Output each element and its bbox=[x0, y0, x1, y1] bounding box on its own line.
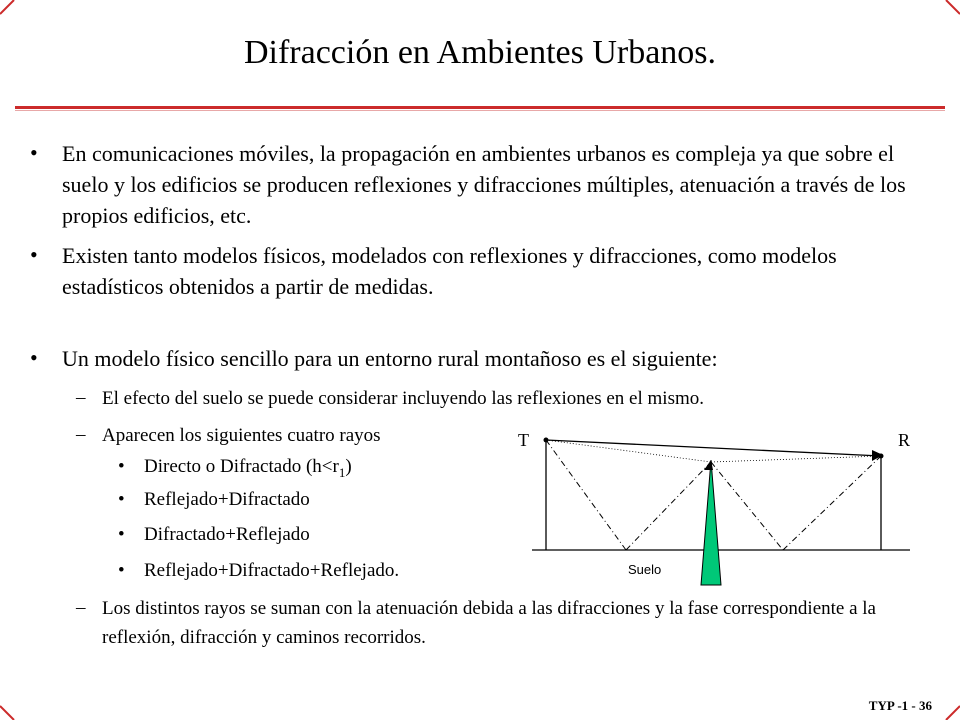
ray-item-direct-text: Directo o Difractado (h<r bbox=[144, 456, 339, 477]
ray-bullet: • bbox=[118, 489, 125, 510]
bullet-text-models: Existen tanto modelos físicos, modelados con reflexiones y difracciones, como modelos estadísticos obtenidos a partir de medidas. bbox=[62, 243, 837, 299]
arrowhead-peak bbox=[704, 460, 713, 470]
subitem-rays-intro: Aparecen los siguientes cuatro rayos bbox=[102, 425, 381, 446]
diffracting-obstacle bbox=[701, 460, 721, 585]
ray-item-reflected-diffracted-reflected: Reflejado+Difractado+Reflejado. bbox=[144, 560, 400, 581]
bullet-text-physical-model: Un modelo físico sencillo para un entorno rural montañoso es el siguiente: bbox=[62, 346, 718, 371]
transmitter-antenna-icon bbox=[544, 438, 549, 443]
ray-diagram bbox=[520, 420, 940, 600]
slide-title: Difracción en Ambientes Urbanos. bbox=[243, 34, 717, 71]
ray-bullet: • bbox=[118, 560, 125, 581]
bullet-marker: • bbox=[30, 140, 38, 165]
ray-bullet: • bbox=[118, 524, 125, 545]
ray-item-direct bbox=[144, 456, 352, 481]
transmitter-label: T bbox=[518, 430, 529, 450]
ray-item-direct-suffix: ) bbox=[345, 456, 352, 477]
corner-mark-bottom-right bbox=[946, 706, 960, 720]
direct-ray bbox=[546, 440, 881, 456]
bullet-text-mobile-comms: En comunicaciones móviles, la propagación en ambientes urbanos es compleja ya que sobre el suelo y los edificios se producen reflexiones y difracciones múltiples, atenuación a través de los propios edificios, etc. bbox=[62, 141, 906, 228]
title-underline-shadow bbox=[15, 110, 945, 111]
dash-marker: – bbox=[76, 387, 86, 408]
ray-item-reflected-diffracted: Reflejado+Difractado bbox=[144, 489, 310, 510]
ray-item-direct-subscript: 1 bbox=[338, 464, 346, 480]
title-underline bbox=[15, 106, 945, 109]
corner-mark-top-left bbox=[0, 0, 14, 14]
dash-marker: – bbox=[76, 597, 86, 618]
subitem-sum-note: Los distintos rayos se suman con la atenuación debida a las difracciones y la fase correspondiente a la reflexión, difracción y caminos recorridos. bbox=[102, 598, 876, 648]
receiver-label: R bbox=[898, 430, 911, 450]
dashdot-ray-peak-ground bbox=[711, 462, 783, 550]
slide-number: TYP -1 - 36 bbox=[868, 698, 932, 713]
dashdot-ray-t-ground bbox=[546, 440, 626, 550]
bullet-marker: • bbox=[30, 242, 38, 267]
dashdot-ray-ground-r bbox=[783, 456, 881, 550]
ray-bullet: • bbox=[118, 456, 125, 477]
receiver-antenna-icon bbox=[879, 454, 884, 459]
ray-item-diffracted-reflected: Difractado+Reflejado bbox=[144, 524, 310, 545]
subitem-suelo-effect: El efecto del suelo se puede considerar incluyendo las reflexiones en el mismo. bbox=[102, 388, 704, 409]
corner-mark-top-right bbox=[946, 0, 960, 14]
bullet-marker: • bbox=[30, 345, 38, 370]
dashdot-ray-ground-peak bbox=[626, 462, 711, 550]
dash-marker: – bbox=[76, 424, 86, 445]
corner-mark-bottom-left bbox=[0, 706, 14, 720]
dotted-ray-peak-r bbox=[711, 456, 881, 462]
ground-label: Suelo bbox=[628, 562, 662, 577]
